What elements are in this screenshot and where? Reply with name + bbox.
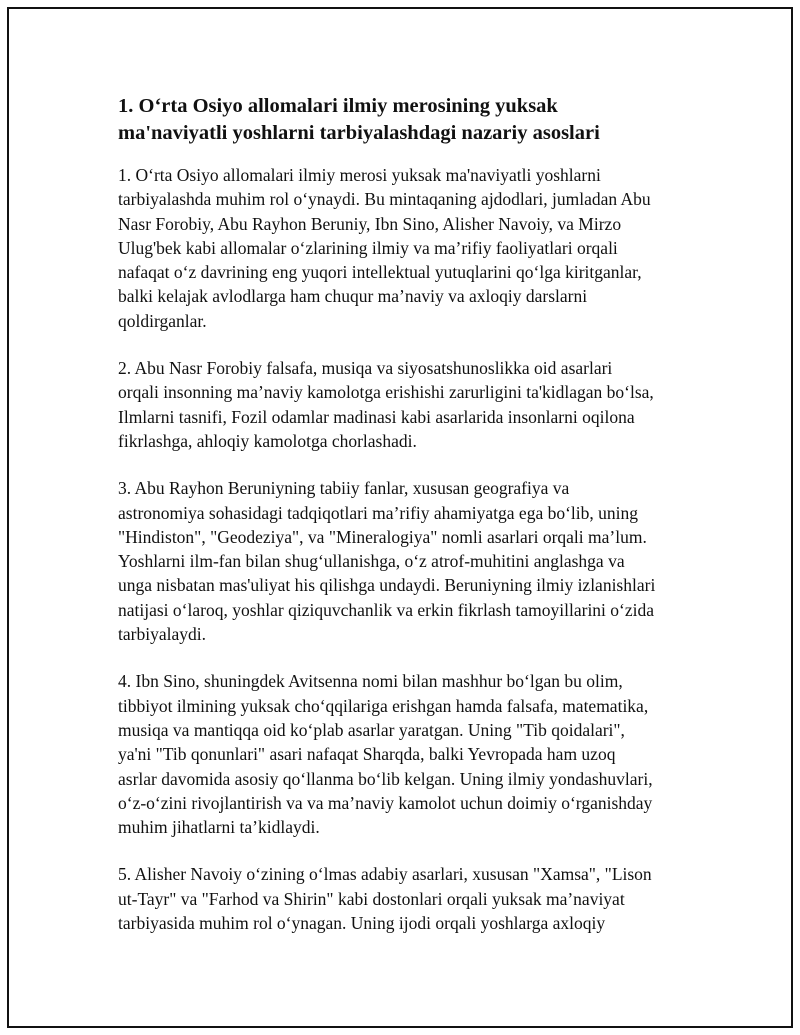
text-line: natijasi o‘laroq, yoshlar qiziquvchanlik va erkin fikrlash tamoyillarini o‘zida <box>118 599 655 620</box>
title-line: 1. O‘rta Osiyo allomalari ilmiy merosining yuksak <box>118 95 558 117</box>
text-line: 1. O‘rta Osiyo allomalari ilmiy merosi yuksak ma'naviyatli yoshlarni <box>118 165 601 185</box>
text-line: unga nisbatan mas'uliyat his qilishga undaydi. Beruniyning ilmiy izlanishlari <box>118 575 656 596</box>
text-line: Ulug'bek kabi allomalar o‘zlarining ilmiy va ma’rifiy faoliyatlari orqali <box>118 237 618 258</box>
text-line: ya'ni "Tib qonunlari" asari nafaqat Sharqda, balki Yevropada ham uzoq <box>118 744 616 765</box>
paragraph-4 <box>118 669 698 839</box>
text-line: tarbiyalaydi. <box>118 624 206 645</box>
text-line: Yoshlarni ilm-fan bilan shug‘ullanishga, o‘z atrof-muhitini anglashga va <box>118 551 625 572</box>
text-line: tarbiyasida muhim rol o‘ynagan. Uning ijodi orqali yoshlarga axloqiy <box>118 913 606 934</box>
text-line: tarbiyalashda muhim rol o‘ynaydi. Bu mintaqaning ajdodlari, jumladan Abu <box>118 189 651 210</box>
text-line: 5. Alisher Navoiy o‘zining o‘lmas adabiy asarlari, xususan "Xamsa", "Lison <box>118 864 652 885</box>
text-line: "Hindiston", "Geodeziya", va "Mineralogiya" nomli asarlari orqali ma’lum. <box>118 526 647 547</box>
paragraph-2 <box>118 356 698 453</box>
paragraph-5 <box>118 862 698 935</box>
text-line: muhim jihatlarni ta’kidlaydi. <box>118 817 320 838</box>
text-line: balki kelajak avlodlarga ham chuqur ma’naviy va axloqiy darslarni <box>118 286 588 307</box>
text-line: o‘z-o‘zini rivojlantirish va va ma’naviy kamolot uchun doimiy o‘rganishday <box>118 792 653 813</box>
text-line: asrlar davomida asosiy qo‘llanma bo‘lib kelgan. Uning ilmiy yondashuvlari, <box>118 768 653 789</box>
text-line: tibbiyot ilmining yuksak cho‘qqilariga erishgan hamda falsafa, matematika, <box>118 695 649 716</box>
text-line: fikrlashga, ahloqiy kamolotga chorlashadi. <box>118 430 417 451</box>
text-line: astronomiya sohasidagi tadqiqotlari ma’rifiy ahamiyatga ega bo‘lib, uning <box>118 502 639 523</box>
text-line: 2. Abu Nasr Forobiy falsafa, musiqa va siyosatshunoslikka oid asarlari <box>118 358 613 379</box>
text-line: 3. Abu Rayhon Beruniyning tabiiy fanlar, xususan geografiya va <box>118 478 570 499</box>
text-line: 4. Ibn Sino, shuningdek Avitsenna nomi bilan mashhur bo‘lgan bu olim, <box>118 671 623 692</box>
text-line: musiqa va mantiqqa oid ko‘plab asarlar yaratgan. Uning "Tib qoidalari", <box>118 719 625 740</box>
text-line: Ilmlarni tasnifi, Fozil odamlar madinasi kabi asarlarida insonlarni oqilona <box>118 406 635 427</box>
text-line: ut-Tayr" va "Farhod va Shirin" kabi dostonlari orqali yuksak ma’naviyat <box>118 888 625 909</box>
section-title <box>118 93 698 147</box>
text-line: nafaqat o‘z davrining eng yuqori intellektual yutuqlarini qo‘lga kiritganlar, <box>118 262 642 283</box>
document-body <box>118 93 698 958</box>
text-line: orqali insonning ma’naviy kamolotga erishishi zarurligini ta'kidlagan bo‘lsa, <box>118 382 654 403</box>
text-line: Nasr Forobiy, Abu Rayhon Beruniy, Ibn Sino, Alisher Navoiy, va Mirzo <box>118 213 622 234</box>
title-line: ma'naviyatli yoshlarni tarbiyalashdagi nazariy asoslari <box>118 122 600 144</box>
text-line: qoldirganlar. <box>118 310 207 331</box>
paragraph-3 <box>118 476 698 646</box>
paragraph-1 <box>118 163 698 333</box>
